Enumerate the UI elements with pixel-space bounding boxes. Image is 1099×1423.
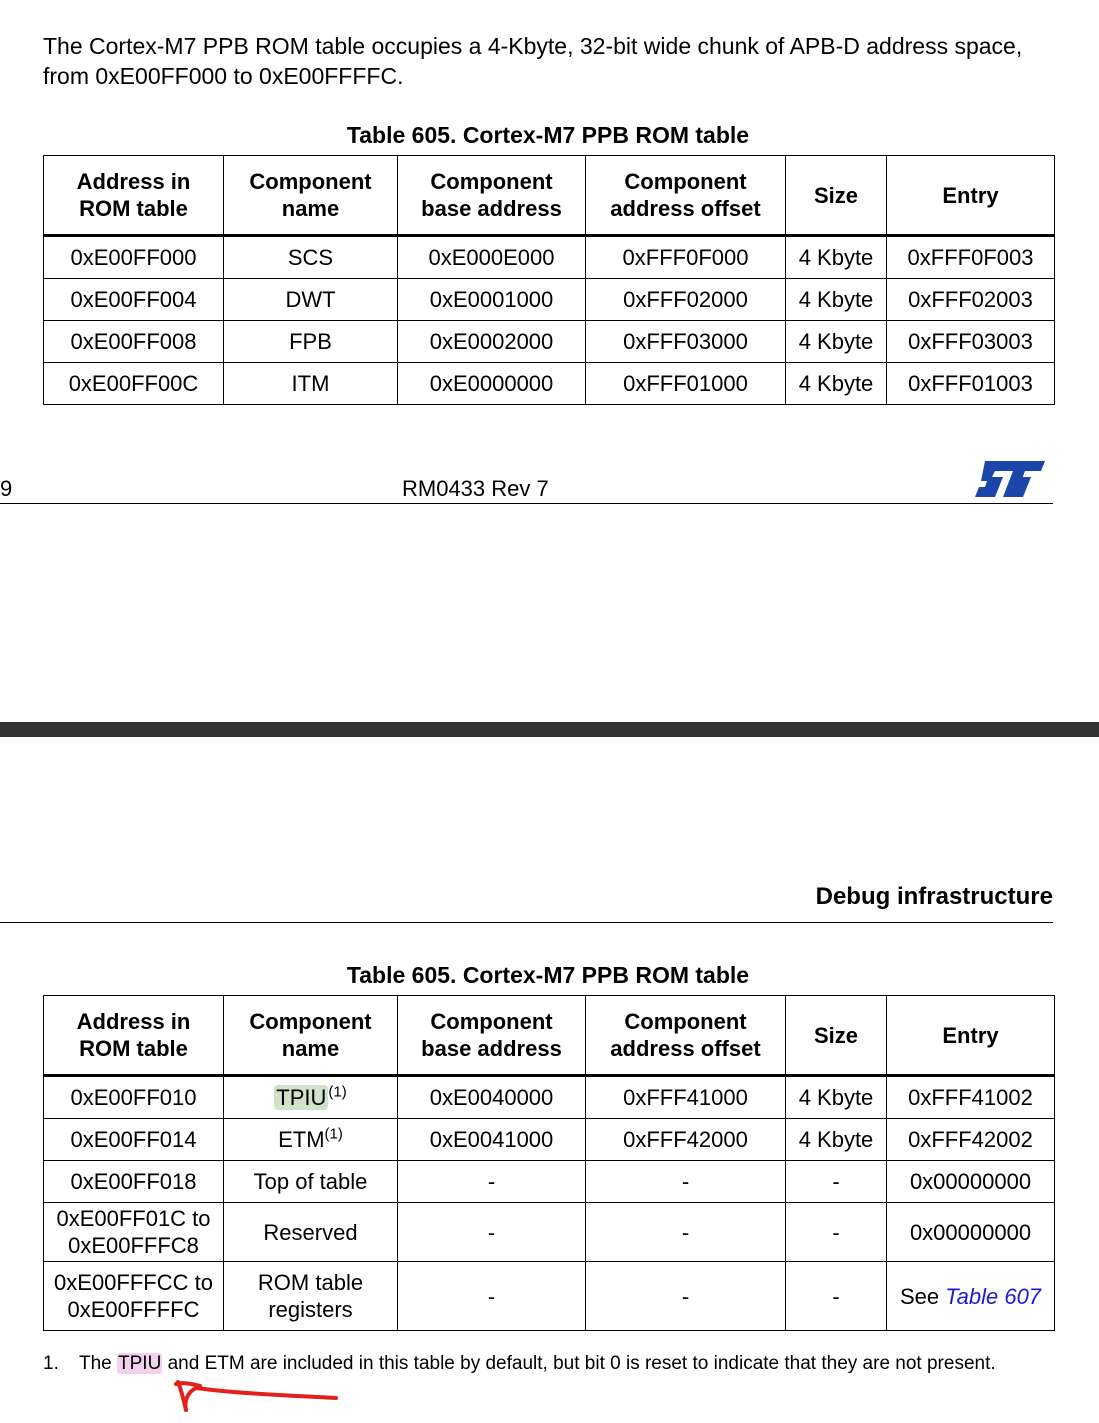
cell-base: 0xE0000000 bbox=[398, 363, 586, 405]
table-row bbox=[44, 236, 1055, 279]
table-row bbox=[44, 1119, 1055, 1161]
cell-offset: 0xFFF01000 bbox=[586, 363, 786, 405]
table-row bbox=[44, 321, 1055, 363]
cell-address: 0xE00FFFCC to 0xE00FFFFC bbox=[44, 1262, 224, 1331]
cell-offset: 0xFFF0F000 bbox=[586, 236, 786, 279]
table-row bbox=[44, 1076, 1055, 1119]
footnote-ref: (1) bbox=[324, 1125, 343, 1143]
red-arrow-annotation bbox=[170, 1372, 350, 1418]
cell-name: FPB bbox=[224, 321, 398, 363]
cell-size: 4 Kbyte bbox=[786, 1119, 887, 1161]
table-row bbox=[44, 279, 1055, 321]
header-entry: Entry bbox=[887, 996, 1055, 1076]
cell-size: 4 Kbyte bbox=[786, 321, 887, 363]
cell-entry: 0x00000000 bbox=[887, 1161, 1055, 1203]
header-size: Size bbox=[786, 156, 887, 236]
cell-offset: 0xFFF03000 bbox=[586, 321, 786, 363]
cell-name: ITM bbox=[224, 363, 398, 405]
table-row bbox=[44, 363, 1055, 405]
rom-table-part1 bbox=[43, 155, 1055, 405]
header-base: Component base address bbox=[398, 996, 586, 1076]
table-607-link[interactable]: Table 607 bbox=[945, 1283, 1042, 1309]
cell-entry: 0x00000000 bbox=[887, 1203, 1055, 1262]
cell-name: SCS bbox=[224, 236, 398, 279]
cell-name: ROM table registers bbox=[224, 1262, 398, 1331]
header-base: Component base address bbox=[398, 156, 586, 236]
cell-name bbox=[224, 1076, 398, 1119]
cell-entry: See Table 607 bbox=[887, 1262, 1055, 1331]
cell-offset: - bbox=[586, 1203, 786, 1262]
tpiu-highlight: TPIU bbox=[276, 1085, 327, 1110]
footer-rule bbox=[0, 503, 1053, 504]
header-name: Component name bbox=[224, 156, 398, 236]
table-caption-bottom: Table 605. Cortex-M7 PPB ROM table bbox=[346, 962, 750, 988]
cell-size: - bbox=[786, 1161, 887, 1203]
cell-address: 0xE00FF008 bbox=[44, 321, 224, 363]
cell-offset: 0xFFF02000 bbox=[586, 279, 786, 321]
cell-entry: 0xFFF02003 bbox=[887, 279, 1055, 321]
table-row bbox=[44, 1262, 1055, 1331]
cell-entry: 0xFFF03003 bbox=[887, 321, 1055, 363]
table-header-row bbox=[44, 156, 1055, 236]
header-rule bbox=[0, 922, 1053, 923]
table-header-row bbox=[44, 996, 1055, 1076]
cell-address: 0xE00FF000 bbox=[44, 236, 224, 279]
cell-base: 0xE0002000 bbox=[398, 321, 586, 363]
cell-name: Top of table bbox=[224, 1161, 398, 1203]
cell-address: 0xE00FF010 bbox=[44, 1076, 224, 1119]
cell-entry: 0xFFF41002 bbox=[887, 1076, 1055, 1119]
cell-entry: 0xFFF42002 bbox=[887, 1119, 1055, 1161]
header-offset: Component address offset bbox=[586, 156, 786, 236]
cell-base: - bbox=[398, 1161, 586, 1203]
cell-base: - bbox=[398, 1262, 586, 1331]
section-title: Debug infrastructure bbox=[815, 883, 1053, 910]
tpiu-footnote-highlight: TPIU bbox=[118, 1353, 162, 1374]
page-number-fragment: 9 bbox=[0, 476, 13, 501]
cell-size: 4 Kbyte bbox=[786, 363, 887, 405]
header-offset: Component address offset bbox=[586, 996, 786, 1076]
cell-address: 0xE00FF018 bbox=[44, 1161, 224, 1203]
cell-size: 4 Kbyte bbox=[786, 279, 887, 321]
cell-size: 4 Kbyte bbox=[786, 236, 887, 279]
cell-size: - bbox=[786, 1262, 887, 1331]
header-address: Address in ROM table bbox=[44, 996, 224, 1076]
cell-address: 0xE00FF004 bbox=[44, 279, 224, 321]
cell-base: - bbox=[398, 1203, 586, 1262]
footnote-text: The TPIU and ETM are included in this table by default, but bit 0 is reset to indicate that they are not present. bbox=[79, 1353, 996, 1374]
cell-offset: 0xFFF42000 bbox=[586, 1119, 786, 1161]
footnote-number: 1. bbox=[43, 1353, 59, 1374]
document-revision: RM0433 Rev 7 bbox=[402, 476, 549, 501]
table-row bbox=[44, 1203, 1055, 1262]
st-logo-icon bbox=[973, 459, 1047, 499]
cell-address: 0xE00FF01C to 0xE00FFFC8 bbox=[44, 1203, 224, 1262]
page-separator bbox=[0, 722, 1099, 737]
header-entry: Entry bbox=[887, 156, 1055, 236]
cell-entry: 0xFFF01003 bbox=[887, 363, 1055, 405]
cell-address: 0xE00FF014 bbox=[44, 1119, 224, 1161]
table-caption-top: Table 605. Cortex-M7 PPB ROM table bbox=[346, 122, 750, 148]
cell-offset: 0xFFF41000 bbox=[586, 1076, 786, 1119]
cell-name: ETM$^{(1)}$ bbox=[224, 1119, 398, 1161]
cell-address: 0xE00FF00C bbox=[44, 363, 224, 405]
cell-name: DWT bbox=[224, 279, 398, 321]
rom-table-part2 bbox=[43, 995, 1055, 1331]
cell-base: 0xE0040000 bbox=[398, 1076, 586, 1119]
cell-base: 0xE0001000 bbox=[398, 279, 586, 321]
cell-name: Reserved bbox=[224, 1203, 398, 1262]
table-row bbox=[44, 1161, 1055, 1203]
footnote-ref: (1) bbox=[328, 1083, 347, 1101]
cell-entry: 0xFFF0F003 bbox=[887, 236, 1055, 279]
cell-base: 0xE0041000 bbox=[398, 1119, 586, 1161]
header-size: Size bbox=[786, 996, 887, 1076]
header-name: Component name bbox=[224, 996, 398, 1076]
cell-size: 4 Kbyte bbox=[786, 1076, 887, 1119]
header-address: Address in ROM table bbox=[44, 156, 224, 236]
cell-base: 0xE000E000 bbox=[398, 236, 586, 279]
cell-size: - bbox=[786, 1203, 887, 1262]
intro-paragraph: The Cortex-M7 PPB ROM table occupies a 4-Kbyte, 32-bit wide chunk of APB-D address space, from 0xE00FF000 to 0xE00FFFFC. bbox=[43, 33, 1023, 89]
cell-offset: - bbox=[586, 1161, 786, 1203]
cell-offset: - bbox=[586, 1262, 786, 1331]
